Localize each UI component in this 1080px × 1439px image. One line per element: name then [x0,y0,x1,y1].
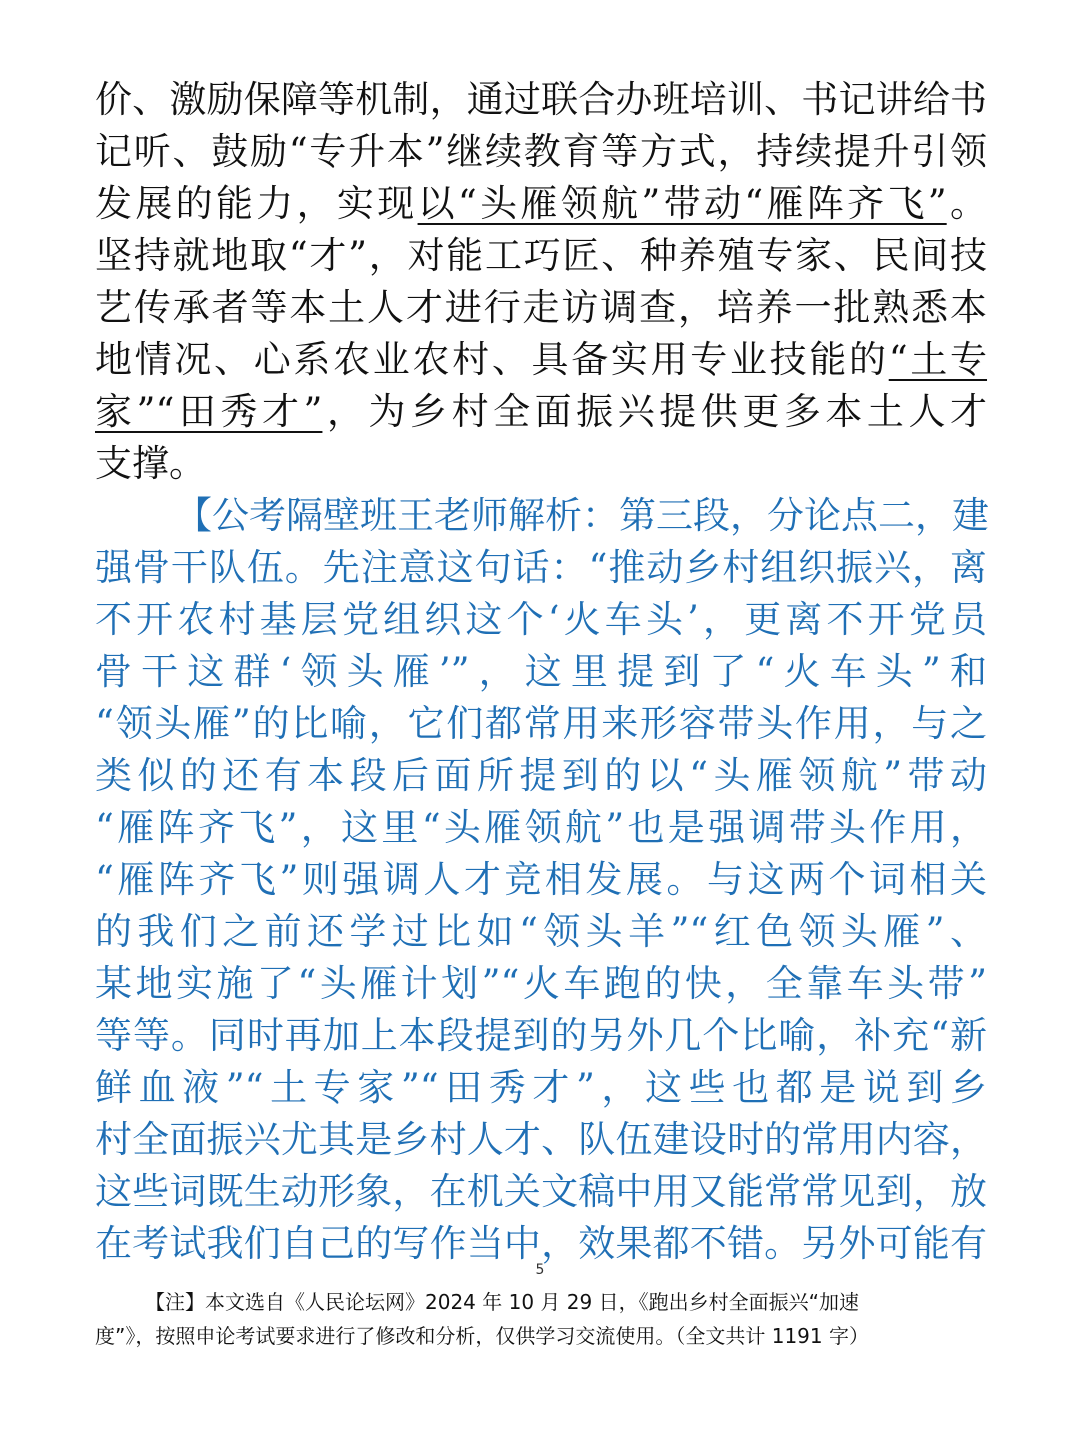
underlined-phrase-tianxiucai: 家”“田秀才” [95,390,323,433]
page-number: 5 [535,1262,545,1278]
body-line-text: 地情况、心系农业农村、具备实用专业技能的 [95,338,889,381]
body-line-text: 发展的能力，实现 [95,182,418,225]
analysis-line-text: “雁阵齐飞”则强调人才竞相发展。与这两个词相关 [95,858,987,901]
body-line-1 [95,74,987,126]
analysis-line-text: 【公考隔壁班王老师解析：第三段，分论点二，建 [175,494,989,537]
analysis-line-text: 强骨干队伍。先注意这句话：“推动乡村组织振兴，离 [95,546,987,589]
body-line-7 [95,386,987,438]
footnote-line-2: 度”》，按照申论考试要求进行了修改和分析，仅供学习交流使用。（全文共计 1191 字） [95,1324,869,1348]
analysis-line-5 [95,698,987,750]
body-line-text: 记听、鼓励“专升本”继续教育等方式，持续提升引领 [95,130,987,173]
underlined-phrase-tuzhuanjia: “土专 [888,338,988,381]
footnote-line-1: 【注】本文选自《人民论坛网》2024 年 10 月 29 日，《跑出乡村全面振兴“加速 [145,1290,859,1314]
analysis-line-text: 的我们之前还学过比如“领头羊”“红色领头雁”、 [95,910,987,953]
body-line-6 [95,334,987,386]
analysis-line-9 [95,906,987,958]
analysis-line-text: 鲜血液”“土专家”“田秀才”，这些也都是说到乡 [95,1066,987,1109]
analysis-line-8 [95,854,987,906]
body-line-5 [95,282,987,334]
body-line-text: 。 [946,182,988,225]
body-line-text: 坚持就地取“才”，对能工巧匠、种养殖专家、民间技 [95,234,987,277]
analysis-line-text: 类似的还有本段后面所提到的以“头雁领航”带动 [95,754,987,797]
analysis-line-text: 不开农村基层党组织这个‘火车头’，更离不开党员 [95,598,987,641]
analysis-line-7 [95,802,987,854]
analysis-line-text: 在考试我们自己的写作当中，效果都不错。另外可能有 [95,1222,987,1265]
analysis-line-11 [95,1010,987,1062]
analysis-line-2 [95,542,987,594]
analysis-line-text: 等等。同时再加上本段提到的另外几个比喻，补充“新 [95,1014,987,1057]
body-line-4 [95,230,987,282]
body-line-text: 支撑。 [95,442,206,485]
body-line-text: ，为乡村全面振兴提供更多本土人才 [322,390,988,433]
analysis-line-4 [95,646,987,698]
body-line-2 [95,126,987,178]
analysis-line-text: “领头雁”的比喻，它们都常用来形容带头作用，与之 [95,702,987,745]
analysis-line-10 [95,958,987,1010]
body-line-text: 艺传承者等本土人才进行走访调查，培养一批熟悉本 [95,286,987,329]
analysis-line-1 [175,490,987,542]
analysis-line-text: 这些词既生动形象，在机关文稿中用又能常常见到，放 [95,1170,987,1213]
analysis-line-6 [95,750,987,802]
analysis-line-text: 村全面振兴尤其是乡村人才、队伍建设时的常用内容， [95,1118,987,1161]
analysis-line-text: “雁阵齐飞”，这里“头雁领航”也是强调带头作用， [95,806,987,849]
body-line-8 [95,438,987,490]
analysis-line-text: 骨干这群‘领头雁’”，这里提到了“火车头”和 [95,650,987,693]
analysis-line-text: 某地实施了“头雁计划”“火车跑的快，全靠车头带” [95,962,987,1005]
body-line-3 [95,178,987,230]
underlined-phrase-toupan: 以“头雁领航”带动“雁阵齐飞” [417,182,947,225]
analysis-line-12 [95,1062,987,1114]
analysis-line-14 [95,1166,987,1218]
analysis-line-13 [95,1114,987,1166]
analysis-line-3 [95,594,987,646]
body-line-text: 价、激励保障等机制，通过联合办班培训、书记讲给书 [95,78,987,121]
